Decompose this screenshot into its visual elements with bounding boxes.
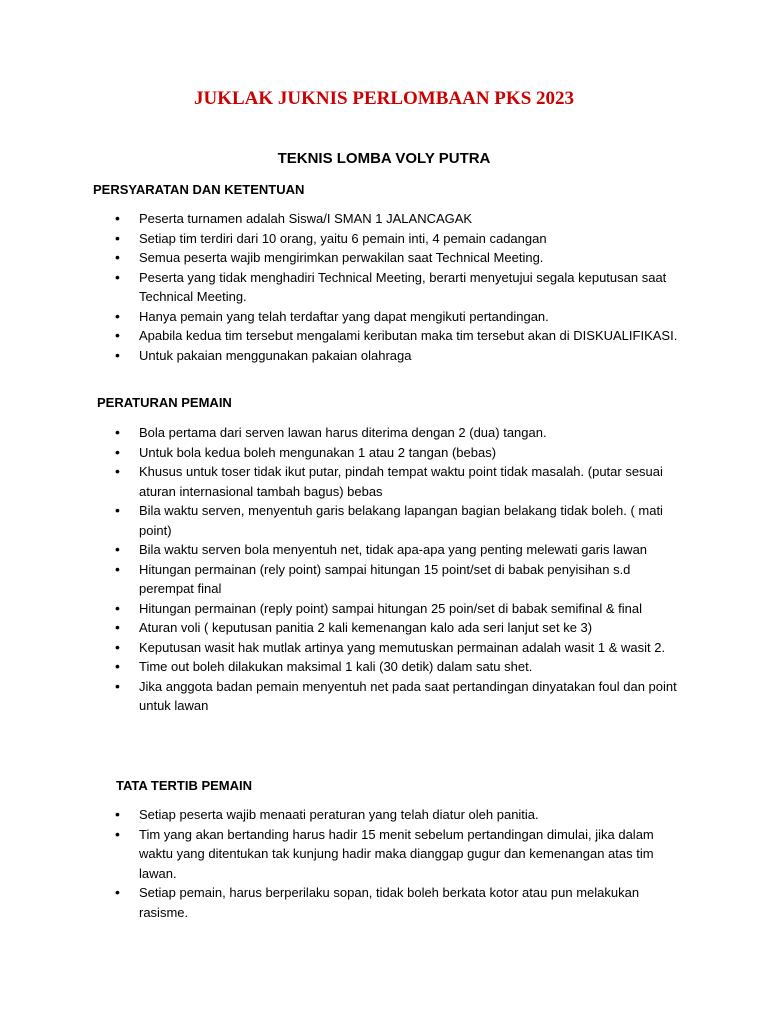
list-item: • Peserta turnamen adalah Siswa/I SMAN 1 JALANCAGAK <box>0 209 768 229</box>
document-subtitle: TEKNIS LOMBA VOLY PUTRA <box>277 150 491 167</box>
document-title: JUKLAK JUKNIS PERLOMBAAN PKS 2023 <box>193 88 575 109</box>
list-item: • Setiap pemain, harus berperilaku sopan, tidak boleh berkata kotor atau pun melakukan rasisme. <box>0 883 768 922</box>
list-item: • Keputusan wasit hak mutlak artinya yang memutuskan permainan adalah wasit 1 & wasit 2. <box>0 638 768 658</box>
list-item: • Setiap tim terdiri dari 10 orang, yaitu 6 pemain inti, 4 pemain cadangan <box>0 229 768 249</box>
list-item: • Untuk pakaian menggunakan pakaian olahraga <box>0 346 768 366</box>
list-item: • Time out boleh dilakukan maksimal 1 kali (30 detik) dalam satu shet. <box>0 657 768 677</box>
list-item: • Setiap peserta wajib menaati peraturan yang telah diatur oleh panitia. <box>0 805 768 825</box>
list-item: • Hanya pemain yang telah terdaftar yang dapat mengikuti pertandingan. <box>0 307 768 327</box>
section-heading-peraturan: PERATURAN PEMAIN <box>97 395 232 410</box>
list-item: • Aturan voli ( keputusan panitia 2 kali kemenangan kalo ada seri lanjut set ke 3) <box>0 618 768 638</box>
list-item: • Bola pertama dari serven lawan harus diterima dengan 2 (dua) tangan. <box>0 423 768 443</box>
list-item: • Jika anggota badan pemain menyentuh net pada saat pertandingan dinyatakan foul dan point untuk lawan <box>0 677 768 716</box>
bullet-list-tata-tertib <box>0 805 768 922</box>
section-heading-persyaratan: PERSYARATAN DAN KETENTUAN <box>93 182 305 197</box>
bullet-list-peraturan <box>0 423 768 716</box>
list-item: • Semua peserta wajib mengirimkan perwakilan saat Technical Meeting. <box>0 248 768 268</box>
list-item: • Untuk bola kedua boleh mengunakan 1 atau 2 tangan (bebas) <box>0 443 768 463</box>
list-item: • Peserta yang tidak menghadiri Technical Meeting, berarti menyetujui segala keputusan saat Technical Meeting. <box>0 268 768 307</box>
list-item: • Khusus untuk toser tidak ikut putar, pindah tempat waktu point tidak masalah. (putar sesuai aturan internasional tambah bagus) bebas <box>0 462 768 501</box>
bullet-list-persyaratan <box>0 209 768 365</box>
list-item: • Bila waktu serven bola menyentuh net, tidak apa-apa yang penting melewati garis lawan <box>0 540 768 560</box>
list-item: • Apabila kedua tim tersebut mengalami keributan maka tim tersebut akan di DISKUALIFIKASI. <box>0 326 768 346</box>
list-item: • Hitungan permainan (rely point) sampai hitungan 15 point/set di babak penyisihan s.d perempat final <box>0 560 768 599</box>
list-item: • Bila waktu serven, menyentuh garis belakang lapangan bagian belakang tidak boleh. ( mati point) <box>0 501 768 540</box>
section-heading-tata-tertib: TATA TERTIB PEMAIN <box>116 778 253 793</box>
list-item: • Hitungan permainan (reply point) sampai hitungan 25 poin/set di babak semifinal & final <box>0 599 768 619</box>
list-item: • Tim yang akan bertanding harus hadir 15 menit sebelum pertandingan dimulai, jika dalam waktu yang ditentukan tak kunjung hadir maka dianggap gugur dan kemenangan atas tim lawan. <box>0 825 768 884</box>
